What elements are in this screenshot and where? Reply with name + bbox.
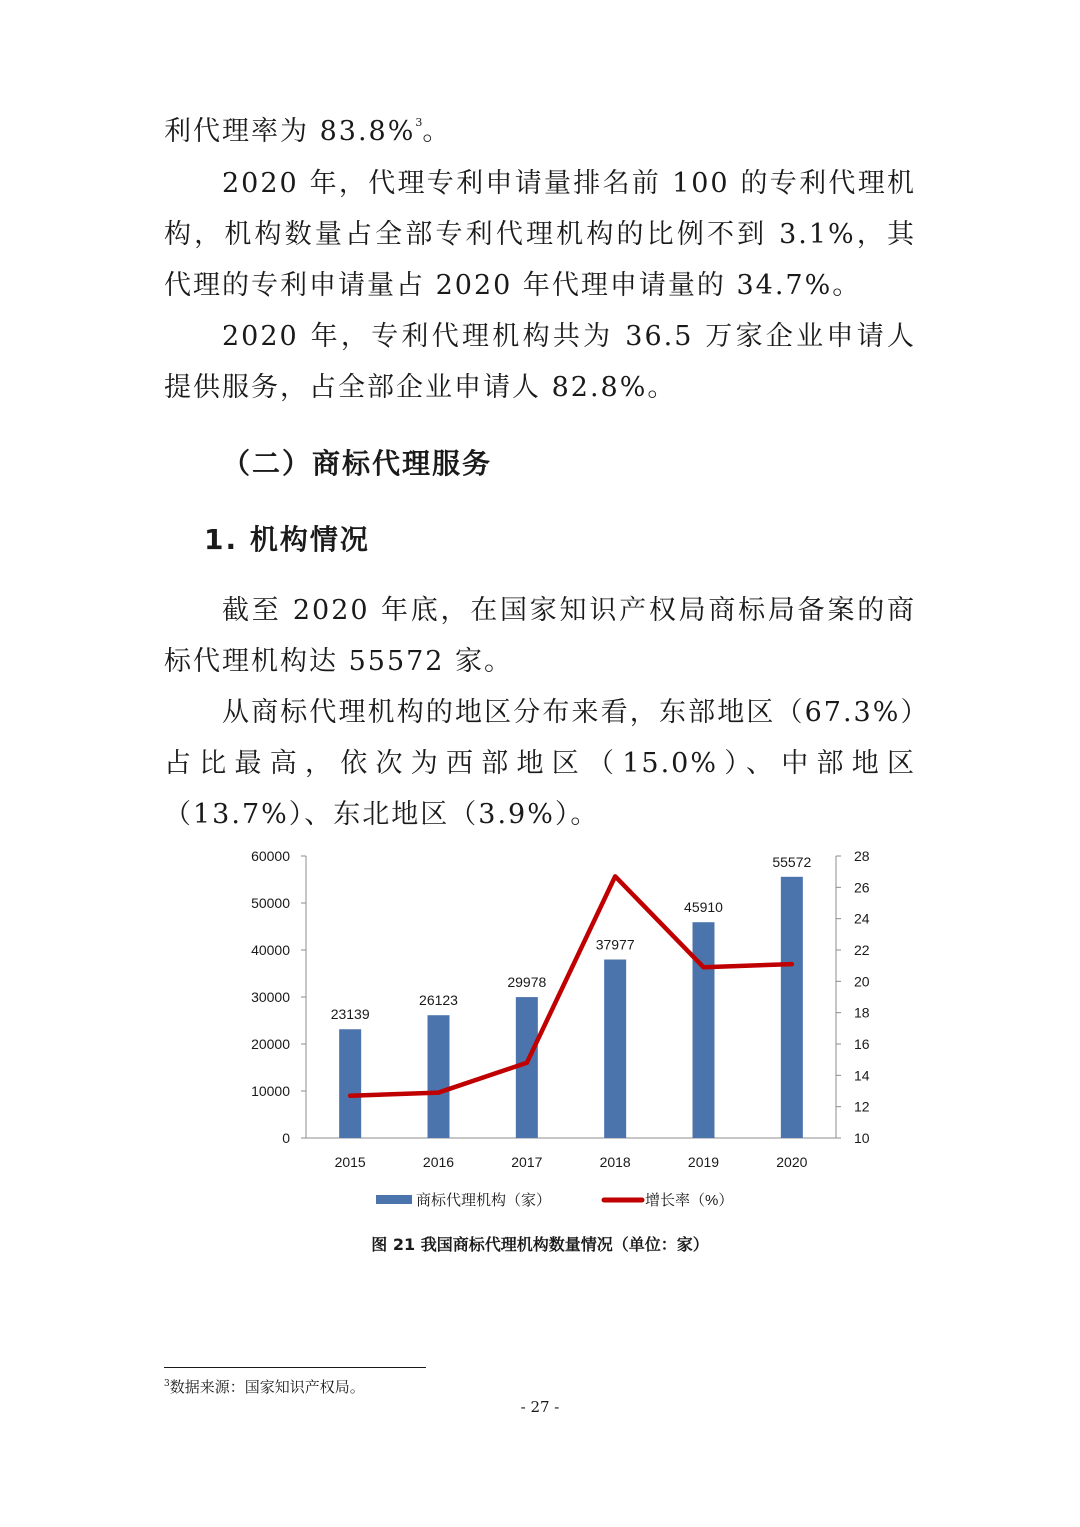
- bar-value-label: 23139: [330, 1006, 370, 1023]
- paragraph-text: 利代理率为 83.8%: [164, 116, 416, 147]
- left-tick-label: 50000: [251, 895, 290, 911]
- chart-svg: [230, 838, 870, 1218]
- bar-value-label: 45910: [684, 899, 723, 916]
- left-tick-label: 0: [282, 1130, 290, 1146]
- right-tick-label: 26: [854, 879, 870, 896]
- growth-point-2018: [613, 874, 617, 878]
- growth-point-2015: [348, 1094, 352, 1098]
- bar-value-label: 29978: [507, 974, 547, 991]
- paragraph-agency-count: 截至 2020 年底，在国家知识产权局商标局备案的商标代理机构达 55572 家。: [164, 595, 916, 677]
- legend-line-label: 增长率（%）: [645, 1192, 734, 1209]
- bar-value-label: 37977: [595, 936, 635, 953]
- category-label: 2016: [422, 1154, 455, 1170]
- paragraph-top100-agencies: 2020 年，代理专利申请量排名前 100 的专利代理机构，机构数量占全部专利代理机构的比例不到 3.1%，其代理的专利申请量占 2020 年代理申请量的 34.7%。: [164, 168, 916, 301]
- growth-point-2020: [790, 962, 794, 966]
- right-tick-label: 10: [854, 1130, 870, 1146]
- bar-2018: [604, 960, 626, 1138]
- growth-point-2017: [525, 1061, 529, 1065]
- left-tick-label: 60000: [251, 848, 290, 864]
- legend-bar-swatch: [376, 1195, 412, 1204]
- footnote-marker: 3: [164, 1379, 170, 1389]
- page-number: - 27 -: [520, 1398, 560, 1416]
- bar-value-label: 55572: [772, 853, 812, 870]
- paragraph-enterprise-applicants: 2020 年，专利代理机构共为 36.5 万家企业申请人提供服务，占全部企业申请人 82.8%。: [164, 321, 916, 403]
- category-label: 2019: [687, 1154, 720, 1170]
- figure-caption: 图 21 我国商标代理机构数量情况（单位：家）: [371, 1235, 709, 1254]
- right-tick-label: 20: [854, 973, 870, 990]
- right-tick-label: 24: [854, 910, 870, 927]
- footnote-reference[interactable]: 3: [415, 116, 423, 129]
- paragraph-end: 。: [422, 116, 452, 147]
- left-tick-label: 20000: [251, 1036, 290, 1052]
- footnote: [164, 1376, 365, 1397]
- growth-point-2016: [437, 1091, 441, 1095]
- right-tick-label: 22: [854, 942, 870, 958]
- left-tick-label: 40000: [251, 942, 290, 958]
- bar-2020: [781, 877, 803, 1138]
- footnote-text: 数据来源：国家知识产权局。: [169, 1378, 365, 1396]
- bar-2015: [339, 1029, 361, 1138]
- category-label: 2020: [776, 1154, 808, 1170]
- right-tick-label: 18: [854, 1004, 870, 1021]
- growth-point-2019: [702, 965, 706, 969]
- category-label: 2015: [334, 1154, 366, 1170]
- paragraph-regional-distribution: 从商标代理机构的地区分布来看，东部地区（67.3%）占比最高，依次为西部地区（15.0%）、中部地区（13.7%）、东北地区（3.9%）。: [164, 697, 916, 830]
- subsection-heading: 1. 机构情况: [204, 523, 370, 556]
- footnote-divider: [164, 1367, 426, 1368]
- left-tick-label: 30000: [251, 989, 290, 1005]
- left-tick-label: 10000: [251, 1083, 290, 1099]
- category-label: 2018: [599, 1154, 631, 1170]
- section-heading: （二）商标代理服务: [222, 447, 493, 480]
- right-tick-label: 28: [854, 848, 870, 864]
- trademark-agency-chart: [230, 838, 870, 1218]
- right-tick-label: 12: [854, 1098, 870, 1115]
- bar-value-label: 26123: [419, 992, 458, 1009]
- right-tick-label: 16: [854, 1036, 870, 1052]
- bar-2019: [693, 922, 715, 1138]
- bar-2016: [428, 1015, 450, 1138]
- category-label: 2017: [511, 1154, 543, 1170]
- paragraph-continued: [164, 106, 916, 157]
- legend-bar-label: 商标代理机构（家）: [416, 1192, 552, 1209]
- growth-rate-line: [350, 876, 792, 1095]
- right-tick-label: 14: [854, 1067, 870, 1084]
